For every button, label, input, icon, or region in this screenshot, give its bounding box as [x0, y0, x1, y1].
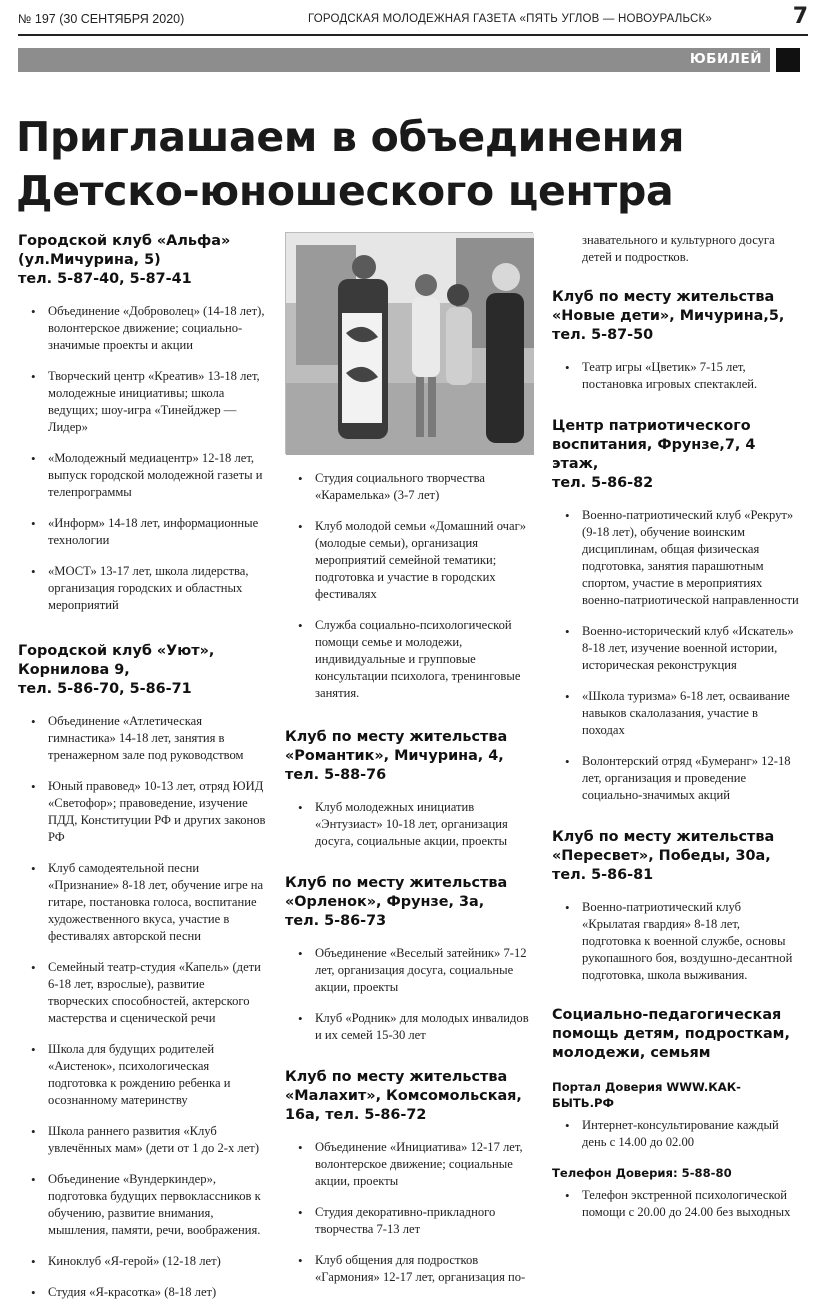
section-title-line: тел. 5-88-76 [285, 767, 387, 783]
list-hotline-portal [552, 1117, 802, 1151]
section-title-line: Клуб по месту жительства [552, 829, 775, 845]
hotline-phone-title: Телефон Доверия: 5-88-80 [552, 1166, 732, 1180]
list-item: • Волонтерский отряд «Бумеранг» 12-18 лет, организация и проведение социально-значимых акций [552, 753, 802, 804]
section-title-line: «Новые дети», Мичурина,5, [552, 308, 785, 324]
list-item: • Объединение «Веселый затейник» 7-12 лет, организация досуга, социальные акции, проекты [285, 945, 535, 996]
list-item: • Клуб общения для подростков «Гармония» 12-17 лет, организация по- [285, 1252, 535, 1286]
section-title-social-help [552, 1006, 802, 1063]
list-item: • Студия декоративно-прикладного творчества 7-13 лет [285, 1204, 535, 1238]
list-item: • Семейный театр-студия «Капель» (дети 6-18 лет, взрослые), развитие творческих способностей, актерского мастерства и сценической речи [18, 959, 268, 1027]
list-item: • Клуб молодой семьи «Домашний очаг» (молодые семьи), организация мероприятий семейной тематики; подготовка и участие в городских фестивалях [285, 518, 535, 603]
list-item: • «Школа туризма» 6-18 лет, осваивание навыков скалолазания, участие в походах [552, 688, 802, 739]
section-title-peresvet [552, 828, 802, 885]
list-item: • Киноклуб «Я-герой» (12-18 лет) [18, 1253, 268, 1270]
section-title-line: тел. 5-87-50 [552, 327, 654, 343]
section-title-line: тел. 5-86-70, 5-86-71 [18, 681, 192, 697]
list-uyut [18, 713, 268, 1301]
list-item: • Театр игры «Цветик» 7-15 лет, постановка игровых спектаклей. [552, 359, 802, 393]
section-title-line: Клуб по месту жительства [285, 1069, 508, 1085]
list-item: • Военно-патриотический клуб «Рекрут» (9-18 лет), обучение воинским дисциплинам, общая физическая подготовка, занятия парашютным спортом, участие в мероприятиях военно-патриотической направленности [552, 507, 802, 609]
headline-line-1: Приглашаем в объединения [16, 113, 685, 161]
list-item: • Школа раннего развития «Клуб увлечённых мам» (дети от 1 до 2-х лет) [18, 1123, 268, 1157]
list-orlenok [285, 945, 535, 1044]
section-title-line: «Малахит», Комсомольская, [285, 1088, 522, 1104]
list-item: • Интернет-консультирование каждый день с 14.00 до 02.00 [552, 1117, 802, 1151]
section-title-line: тел. 5-86-81 [552, 867, 654, 883]
section-title-malakhit [285, 1068, 535, 1125]
list-novye-deti [552, 359, 802, 393]
section-title-line: 16а, тел. 5-86-72 [285, 1107, 427, 1123]
rubric-label: ЮБИЛЕЙ [689, 51, 762, 67]
rubric-marker [776, 48, 800, 72]
list-item: • Школа для будущих родителей «Аистенок», психологическая подготовка к рождению ребенка и осознанному материнству [18, 1041, 268, 1109]
section-title-line: Клуб по месту жительства [552, 289, 775, 305]
section-title-uyut [18, 642, 268, 699]
column-2 [285, 232, 535, 1300]
section-title-line: Городской клуб «Альфа» [18, 233, 231, 249]
section-title-line: тел. 5-86-82 [552, 475, 654, 491]
list-item: • Служба социально-психологической помощи семье и молодежи, индивидуальные и групповые консультации психолога, тренинговые занятия. [285, 617, 535, 702]
list-item: • Военно-исторический клуб «Искатель» 8-18 лет, изучение военной истории, историческая реконструкция [552, 623, 802, 674]
list-hotline-phone [552, 1187, 802, 1221]
section-title-line: Клуб по месту жительства [285, 729, 508, 745]
list-malakhit [285, 1139, 535, 1286]
page-number: 7 [792, 4, 808, 29]
section-title-line: «Пересвет», Победы, 30а, [552, 848, 771, 864]
list-item: • «МОСТ» 13-17 лет, школа лидерства, организация городских и областных мероприятий [18, 563, 268, 614]
list-item: • Творческий центр «Креатив» 13-18 лет, молодежные инициативы; школа ведущих; шоу-игра «Тинейджер — Лидер» [18, 368, 268, 436]
section-title-line: Клуб по месту жительства [285, 875, 508, 891]
list-patriot-center [552, 507, 802, 804]
list-item: • «Информ» 14-18 лет, информационные технологии [18, 515, 268, 549]
column-1 [18, 232, 268, 1315]
photo-illustration [286, 233, 534, 455]
list-item: • Юный правовед» 10-13 лет, отряд ЮИД «Светофор»; правоведение, изучение ПДД, Конституции РФ и других законов РФ [18, 778, 268, 846]
list-romantik [285, 799, 535, 850]
section-title-line: «Орленок», Фрунзе, 3а, [285, 894, 485, 910]
headline [16, 110, 796, 218]
page-header [18, 4, 808, 36]
list-item: • Военно-патриотический клуб «Крылатая гвардия» 8-18 лет, подготовка к военной службе, основы рукопашного боя, воздушно-десантной подготовка, школа выживания. [552, 899, 802, 984]
event-photo [285, 232, 533, 454]
section-title-line: Социально-педагогическая помощь детям, подросткам, молодежи, семьям [552, 1007, 790, 1061]
section-title-romantik [285, 728, 535, 785]
section-title-novye-deti [552, 288, 802, 345]
list-alfa [18, 303, 268, 614]
section-title-line: Корнилова 9, [18, 662, 130, 678]
list-item: • Клуб самодеятельной песни «Признание» 8-18 лет, обучение игре на гитаре, постановка голоса, воспитание художественного вкуса, участие в фестивалях авторской песни [18, 860, 268, 945]
list-item: • Телефон экстренной психологической помощи с 20.00 до 24.00 без выходных [552, 1187, 802, 1221]
newspaper-name: ГОРОДСКАЯ МОЛОДЕЖНАЯ ГАЗЕТА «ПЯТЬ УГЛОВ — НОВОУРАЛЬСК» [308, 13, 712, 25]
column-3 [552, 232, 802, 1235]
list-item: • «Молодежный медиацентр» 12-18 лет, выпуск городской молодежной газеты и телепрограммы [18, 450, 268, 501]
section-title-line: (ул.Мичурина, 5) [18, 252, 161, 268]
section-title-line: Центр патриотического воспитания, Фрунзе,7, 4 этаж, [552, 418, 756, 472]
rubric-bar [18, 48, 770, 72]
hotline-portal-title: Портал Доверия WWW.КАК-БЫТЬ.РФ [552, 1080, 741, 1110]
list-item: • Клуб молодежных инициатив «Энтузиаст» 10-18 лет, организация досуга, социальные акции, проекты [285, 799, 535, 850]
list-item: • Объединение «Вундеркиндер», подготовка будущих первоклассников к обучению, развитие внимания, мышления, памяти, речи, воображения. [18, 1171, 268, 1239]
section-title-orlenok [285, 874, 535, 931]
list-item: • Объединение «Инициатива» 12-17 лет, волонтерское движение; социальные акции, проекты [285, 1139, 535, 1190]
issue-number: № 197 (30 СЕНТЯБРЯ 2020) [18, 12, 185, 26]
list-item: • Студия социального творчества «Карамелька» (3-7 лет) [285, 470, 535, 504]
section-title-line: Городской клуб «Уют», [18, 643, 215, 659]
headline-line-2: Детско-юношеского центра [16, 167, 674, 215]
list-peresvet [552, 899, 802, 984]
continued-text: знавательного и культурного досуга детей и подростков. [582, 233, 775, 264]
section-title-alfa [18, 232, 268, 289]
list-item: • Объединение «Доброволец» (14-18 лет), волонтерское движение; социально-значимые проекты и акции [18, 303, 268, 354]
section-title-line: «Романтик», Мичурина, 4, [285, 748, 504, 764]
list-col2-top [285, 470, 535, 702]
section-title-line: тел. 5-87-40, 5-87-41 [18, 271, 192, 287]
list-item: • Клуб «Родник» для молодых инвалидов и их семей 15-30 лет [285, 1010, 535, 1044]
list-item: • Студия «Я-красотка» (8-18 лет) [18, 1284, 268, 1301]
list-item: • Объединение «Атлетическая гимнастика» 14-18 лет, занятия в тренажерном зале под руководством [18, 713, 268, 764]
section-title-patriot-center [552, 417, 802, 493]
section-title-line: тел. 5-86-73 [285, 913, 387, 929]
